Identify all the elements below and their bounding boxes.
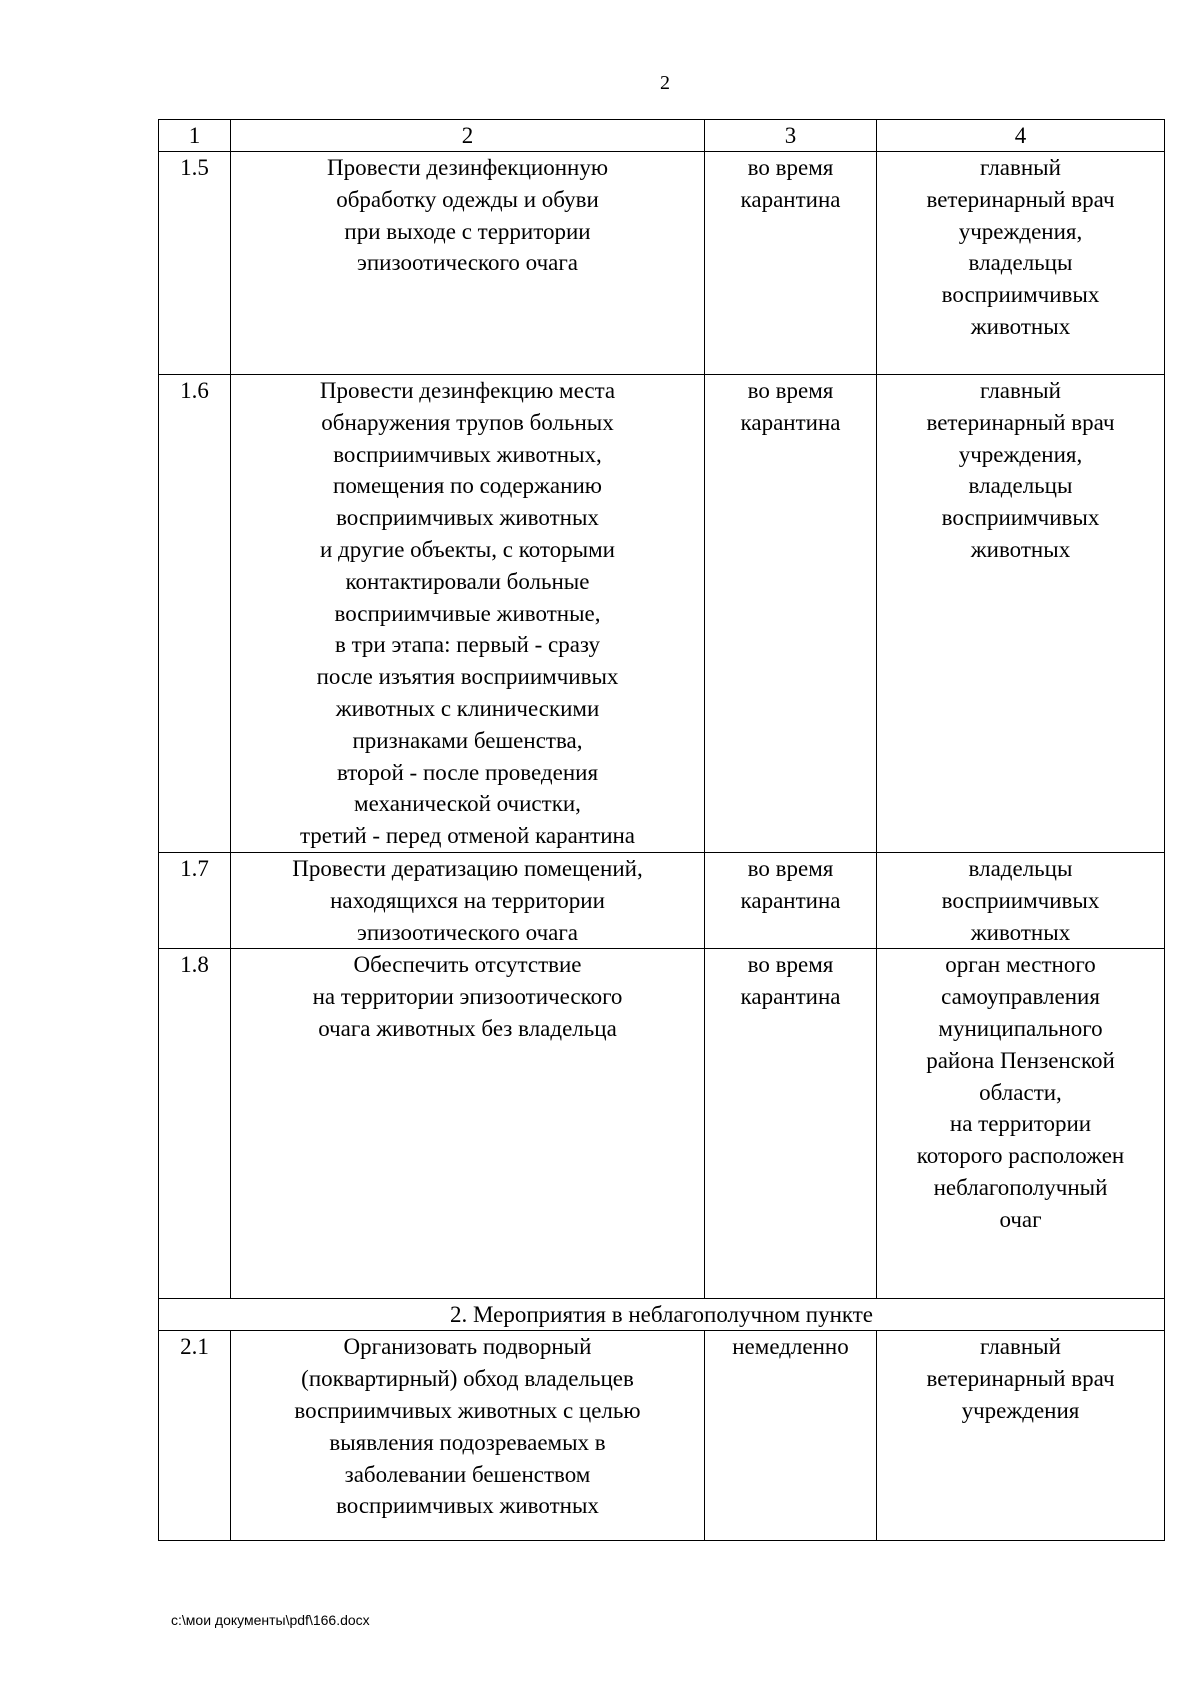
section-title: 2. Мероприятия в неблагополучном пункте [159,1299,1165,1331]
header-cell-2: 2 [231,120,705,152]
row-action: Обеспечить отсутствие на территории эпизоотического очага животных без владельца [231,949,705,1299]
footer-file-path: c:\мои документы\pdf\166.docx [171,1612,370,1628]
table-row [159,375,1165,853]
row-number: 1.8 [159,949,231,1299]
row-responsible: главный ветеринарный врач учреждения [877,1331,1165,1541]
table-row [159,853,1165,949]
row-number: 2.1 [159,1331,231,1541]
table-row [159,152,1165,375]
row-action: Провести дезинфекцию места обнаружения трупов больных восприимчивых животных, помещения по содержанию восприимчивых животных и другие объекты, с которыми контактировали больные восприимчивые животные, в три этапа: первый - сразу после изъятия восприимчивых животных с клиническими признаками бешенства, второй - после проведения механической очистки, третий - перед отменой карантина [231,375,705,853]
row-number: 1.7 [159,853,231,949]
row-action: Провести дератизацию помещений, находящихся на территории эпизоотического очага [231,853,705,949]
header-cell-3: 3 [705,120,877,152]
table-row [159,1331,1165,1541]
row-responsible: орган местного самоуправления муниципального района Пензенской области, на территории которого расположен неблагополучный очаг [877,949,1165,1299]
measures-table [158,119,1165,1541]
row-action: Организовать подворный (поквартирный) обход владельцев восприимчивых животных с целью выявления подозреваемых в заболевании бешенством восприимчивых животных [231,1331,705,1541]
row-responsible: владельцы восприимчивых животных [877,853,1165,949]
row-number: 1.5 [159,152,231,375]
row-term: немедленно [705,1331,877,1541]
row-term: во время карантина [705,152,877,375]
row-number: 1.6 [159,375,231,853]
row-responsible: главный ветеринарный врач учреждения, владельцы восприимчивых животных [877,152,1165,375]
header-cell-1: 1 [159,120,231,152]
row-term: во время карантина [705,375,877,853]
row-term: во время карантина [705,853,877,949]
page-number: 2 [660,72,670,94]
header-cell-4: 4 [877,120,1165,152]
table-header-row [159,120,1165,152]
row-term: во время карантина [705,949,877,1299]
table-row [159,949,1165,1299]
section-heading-row [159,1299,1165,1331]
row-action: Провести дезинфекционную обработку одежды и обуви при выходе с территории эпизоотического очага [231,152,705,375]
row-responsible: главный ветеринарный врач учреждения, владельцы восприимчивых животных [877,375,1165,853]
